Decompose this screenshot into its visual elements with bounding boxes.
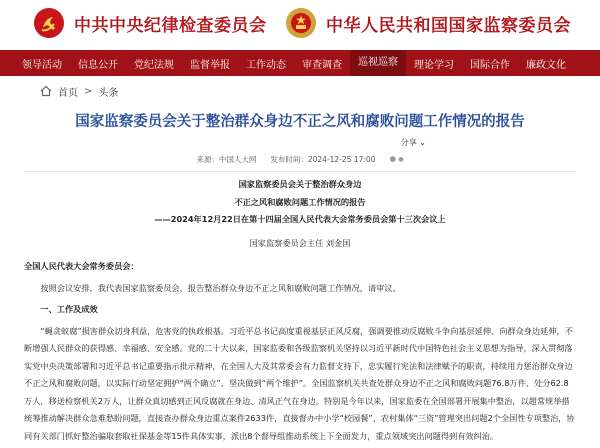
main-nav <box>0 50 600 76</box>
site-header <box>0 0 600 50</box>
article-date: 发布时间：2024-12-25 17:00 <box>270 155 376 164</box>
subtitle-line-3: ——2024年12月22日在第十四届全国人民代表大会常务委员会第十三次会议上 <box>154 214 446 224</box>
breadcrumb <box>0 76 600 106</box>
author-line: 国家监察委员会主任 刘金国 <box>249 237 351 248</box>
paragraph-main: “蝇贪蚁腐”损害群众切身利益，危害党的执政根基。习近平总书记高度重视基层正风反腐，强调要推动反腐败斗争向基层延伸、向群众身边延伸，不断增强人民群众的获得感、幸福感、安全感。党的二十大以来，国家监委和各级监察机关坚持以习近平新时代中国特色社会主义思想为指导，深入贯彻落实党中央决策部署和习近平总书记重要指示批示精神，在全国人大及其常委会有力监督支持下，忠实履行宪法和法律赋予的职责，持续用力惩治群众身边不正之风和腐败问题，以实际行动坚定拥护“两个确立”、坚决做到“两个维护”。全国监察机关共查处群众身边不正之风和腐败问题76.8万件、处分62.8万人，移送检察机关2万人，让群众真切感到正风反腐就在身边、清风正气在身边。特别是今年以来，国家监委在全国部署开展集中整治，以超常规举措统筹推动解决群众急难愁盼问题，直接查办群众身边重点案件2633件，直接督办中小学“校园餐”、农村集体“三资”管理突出问题2个全国性专项整治，协同有关部门抓好整治骗取套取社保基金等15件具体实事，派出8个督导组推动系统上下全面发力，重点领域突出问题得到有效纠治。 <box>24 325 575 441</box>
nav-item-culture[interactable]: 廉政文化 <box>526 59 566 71</box>
nav-item-theory[interactable]: 理论学习 <box>414 59 454 71</box>
nav-item-report[interactable]: 监督举报 <box>190 59 230 71</box>
nav-item-investigation[interactable]: 审查调查 <box>302 59 342 71</box>
subtitle-line-2: 不正之风和腐败问题工作情况的报告 <box>234 196 366 207</box>
org-name-right: 中华人民共和国国家监察委员会 <box>326 15 571 36</box>
breadcrumb-separator: > <box>84 85 93 97</box>
subtitle-line-1: 国家监察委员会关于整治群众身边 <box>238 179 362 189</box>
article-meta <box>24 154 576 172</box>
nav-item-inspection[interactable]: 巡视巡察 <box>350 50 406 76</box>
article-body <box>24 176 576 445</box>
party-emblem-icon <box>34 8 64 38</box>
article-title: 国家监察委员会关于整治群众身边不正之风和腐败问题工作情况的报告 <box>75 114 525 130</box>
nav-item-news[interactable]: 工作动态 <box>246 59 286 71</box>
share-label: 分享 <box>400 138 417 147</box>
org-name-left: 中共中央纪律检查委员会 <box>74 15 267 36</box>
nav-item-disclosure[interactable]: 信息公开 <box>78 59 118 71</box>
nav-item-international[interactable]: 国际合作 <box>470 59 510 71</box>
section-heading: 一、工作及成效 <box>40 304 98 314</box>
paragraph-intro: 按照会议安排，我代表国家监察委员会，报告整治群众身边不正之风和腐败问题工作情况，请审议。 <box>40 282 401 293</box>
article <box>0 110 600 445</box>
breadcrumb-current[interactable]: 头条 <box>98 87 119 99</box>
nsc-logo[interactable] <box>286 8 571 38</box>
font-size-small-icon[interactable]: ● <box>398 156 404 163</box>
home-icon <box>40 85 52 97</box>
ccdi-logo[interactable] <box>34 8 267 38</box>
article-source: 来源：中国人大网 <box>196 155 257 164</box>
breadcrumb-home[interactable]: 首页 <box>58 87 78 99</box>
nav-item-leaders[interactable]: 领导活动 <box>22 59 62 71</box>
national-emblem-icon <box>286 8 316 38</box>
salutation: 全国人民代表大会常务委员会： <box>24 261 139 271</box>
nav-item-regulations[interactable]: 党纪法规 <box>134 59 174 71</box>
share-button[interactable] <box>24 137 576 148</box>
chevron-down-icon: ⌄ <box>419 138 426 147</box>
font-size-controls[interactable] <box>389 154 403 165</box>
font-size-large-icon[interactable]: ● <box>389 154 396 163</box>
